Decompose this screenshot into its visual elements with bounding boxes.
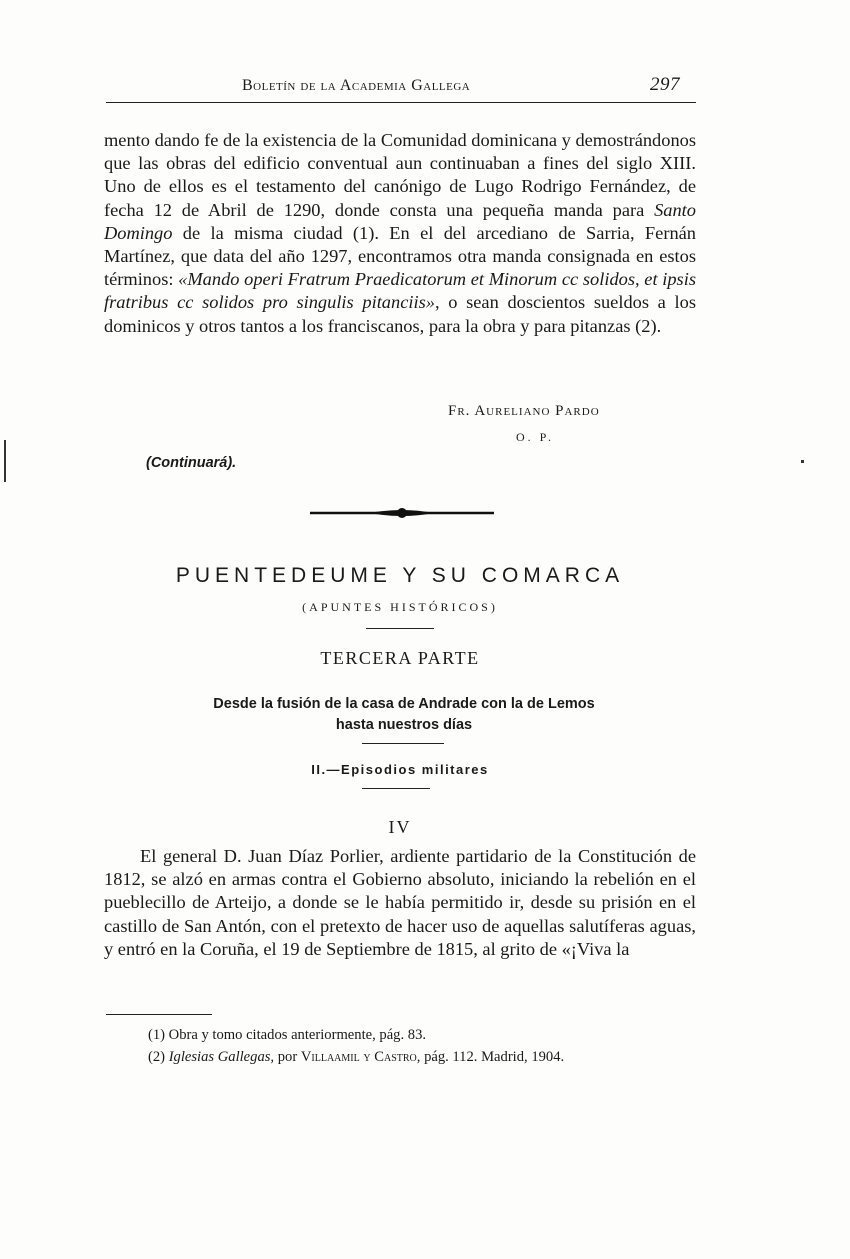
paragraph-text-mid: de la misma ciudad (1). En el del arcediano de Sarria, Fernán Martínez, que data del año 1297, encontramos otra manda consignada en estos términos: xyxy=(104,222,696,290)
short-rule xyxy=(362,788,430,789)
scan-margin-mark xyxy=(4,440,6,482)
article-title: PUENTEDEUME Y SU COMARCA xyxy=(175,564,625,587)
journal-title: Boletín de la Academia Gallega xyxy=(242,77,471,94)
body-paragraph xyxy=(104,845,696,961)
section-heading-line-1: Desde la fusión de la casa de Andrade con la de Lemos xyxy=(213,696,595,712)
page-number: 297 xyxy=(650,74,680,95)
article-subtitle: (APUNTES HISTÓRICOS) xyxy=(302,600,498,614)
running-head xyxy=(106,74,696,100)
paragraph-text-end: , o sean doscientos sueldos a los dominicos y otros tantos a los franciscanos, para la obra y para pitanzas (2). xyxy=(104,292,697,336)
footnotes xyxy=(104,1024,696,1068)
short-rule xyxy=(366,628,434,629)
paragraph-text: mento dando fe de la existencia de la Comunidad dominicana y demostrándonos que las obras del edificio conventual aun continuaban a fines del siglo XIII. Uno de ellos es el testamento del canónigo de Lugo Rodrigo Fernández, de fecha 12 de Abril de 1290, donde consta una pequeña manda para xyxy=(104,130,696,220)
chapter-heading: II.—Episodios militares xyxy=(311,762,489,777)
continued-note: (Continuará). xyxy=(146,455,237,471)
author-signature: Fr. Aureliano Pardo xyxy=(448,403,600,419)
short-rule xyxy=(362,743,444,744)
footnote-2 xyxy=(104,1046,696,1068)
footnote-2-title: Iglesias Gallegas, xyxy=(168,1049,275,1065)
scan-speck xyxy=(801,460,804,463)
footnote-2-author: Villaamil y Castro xyxy=(300,1049,417,1065)
section-divider-ornament xyxy=(310,505,494,521)
religious-order: O. P. xyxy=(516,430,555,444)
italic-title: Santo Domingo xyxy=(104,199,696,243)
section-heading-line-2: hasta nuestros días xyxy=(335,717,473,733)
continued-paragraph xyxy=(104,129,696,338)
body-text: El general D. Juan Díaz Porlier, ardiente partidario de la Constitución de 1812, se alzó en armas contra el Gobierno absoluto, iniciando la rebelión en el pueblecillo de Arteijo, a donde se le había permitido ir, desde su prisión en el castillo de San Antón, con el pretexto de hacer uso de aquellas salutíferas aguas, y entró en la Coruña, el 19 de Septiembre de 1815, al grito de «¡Viva la xyxy=(104,846,696,959)
part-heading: TERCERA PARTE xyxy=(320,648,480,668)
footnote-2-by: por xyxy=(274,1049,301,1065)
header-rule xyxy=(106,102,696,103)
subsection-number: IV xyxy=(388,817,412,837)
latin-quotation: «Mando operi Fratrum Praedicatorum et Minorum cc solidos, et ipsis fratribus cc solidos pro singulis pitanciis» xyxy=(104,269,696,313)
footnote-2-number: (2) xyxy=(148,1049,166,1065)
footnote-rule xyxy=(106,1014,212,1015)
footnote-1: (1) Obra y tomo citados anteriormente, pág. 83. xyxy=(148,1027,427,1043)
footnote-2-rest: , pág. 112. Madrid, 1904. xyxy=(416,1049,565,1065)
section-heading xyxy=(160,694,648,736)
